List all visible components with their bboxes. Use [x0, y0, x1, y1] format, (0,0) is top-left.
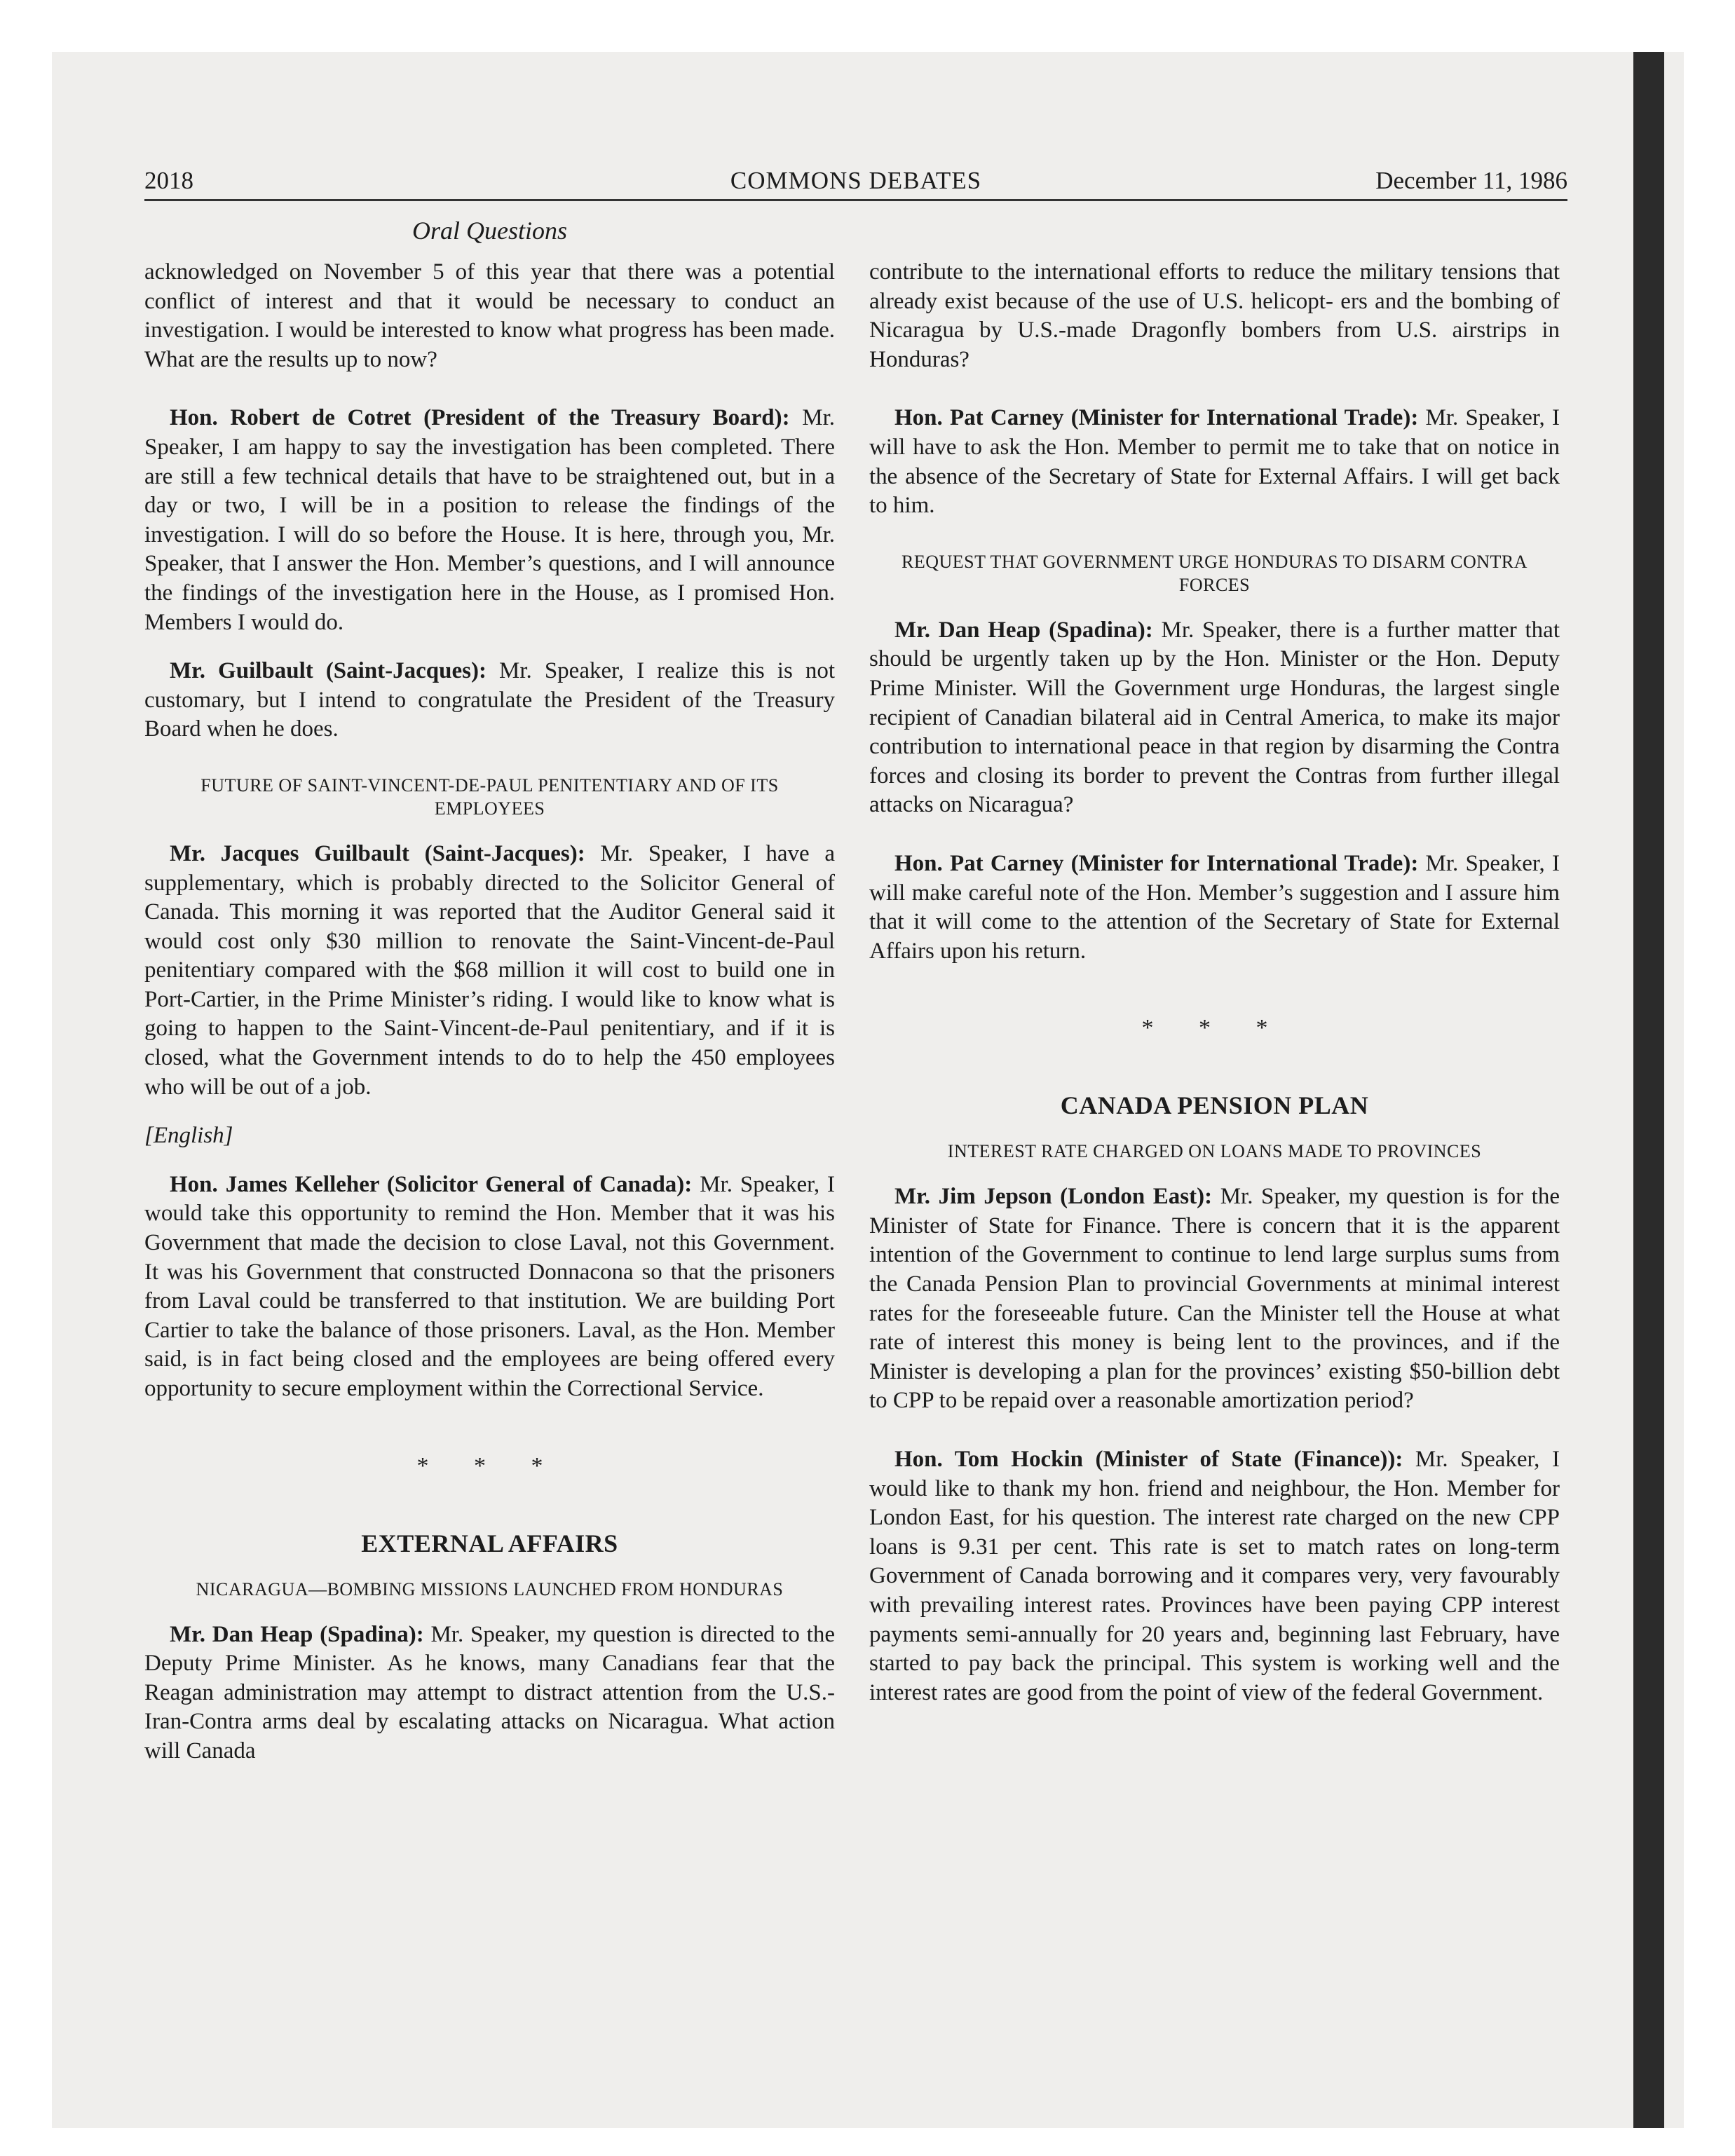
speaker-name: Mr. Guilbault (Saint-Jacques):	[170, 658, 487, 684]
language-marker: [English]	[144, 1123, 233, 1149]
page-header	[144, 167, 1567, 203]
speaker-name: Mr. Dan Heap (Spadina):	[170, 1621, 424, 1647]
paragraph: Mr. Guilbault (Saint-Jacques): Mr. Speaker, I realize this is not customary, but I intend to congratulate the President of the Treasury Board when he does.	[144, 658, 835, 742]
paragraph: Hon. James Kelleher (Solicitor General of Canada): Mr. Speaker, I would take this opportunity to remind the Hon. Member that it was his Government that made the decision to close Laval, not this Government. It was his Government that constructed Donnacona so that the prisoners from Laval could be transferred to that institution. We are building Port Cartier to take the balance of those prisoners. Laval, as the Hon. Member said, is in fact being closed and the employees are being offered every opportunity to secure employment within the Correctional Service.	[144, 1171, 835, 1401]
publication-date: December 11, 1986	[1375, 167, 1567, 194]
paragraph: acknowledged on November 5 of this year that there was a potential conflict of interest and that it would be necessary to conduct an investigation. I would be interested to know what progress has been made. What are the results up to now?	[144, 259, 835, 372]
speaker-name: Hon. Robert de Cotret (President of the Treasury Board):	[170, 405, 790, 431]
paragraph: Mr. Jacques Guilbault (Saint-Jacques): Mr. Speaker, I have a supplementary, which is probably directed to the Solicitor General of Canada. This morning it was reported that the Auditor General said it would cost only $30 million to renovate the Saint-Vincent-de-Paul penitentiary compared with the $68 million it will cost to build one in Port-Cartier, in the Prime Minister’s riding. I would like to know what is going to happen to the Saint-Vincent-de-Paul penitentiary, and if it is closed, what the Government intends to do to help the 450 employees who will be out of a job.	[144, 840, 835, 1100]
right-column	[869, 258, 1560, 1707]
subheading: REQUEST THAT GOVERNMENT URGE HONDURAS TO DISARM CONTRA FORCES	[901, 551, 1528, 595]
binding-edge	[1633, 52, 1664, 2128]
speaker-name: Hon. James Kelleher (Solicitor General of Canada):	[170, 1171, 693, 1197]
section-separator: * * *	[1141, 1015, 1288, 1042]
speaker-name: Hon. Pat Carney (Minister for International Trade):	[894, 405, 1419, 431]
paragraph: Mr. Dan Heap (Spadina): Mr. Speaker, my question is directed to the Deputy Prime Minister. As he knows, many Canadians fear that the Reagan administration may attempt to distract attention from the U.S.-Iran-Contra arms deal by escalating attacks on Nicaragua. What action will Canada	[144, 1621, 836, 1763]
speaker-name: Mr. Jim Jepson (London East):	[894, 1184, 1213, 1210]
paragraph: Hon. Pat Carney (Minister for International Trade): Mr. Speaker, I will have to ask the Hon. Member to permit me to take that on notice in the absence of the Secretary of State for External Affairs. I will get back to him.	[869, 405, 1560, 519]
publication-title: COMMONS DEBATES	[730, 167, 982, 194]
header-rule	[144, 199, 1567, 201]
section-heading: CANADA PENSION PLAN	[1060, 1091, 1369, 1120]
section-tag: Oral Questions	[411, 217, 567, 245]
section-heading: EXTERNAL AFFAIRS	[361, 1529, 618, 1557]
page-number: 2018	[144, 167, 193, 194]
speaker-name: Hon. Tom Hockin (Minister of State (Finance)):	[894, 1447, 1403, 1473]
speaker-name: Hon. Pat Carney (Minister for International Trade):	[894, 850, 1419, 876]
subheading: NICARAGUA—BOMBING MISSIONS LAUNCHED FROM HONDURAS	[196, 1578, 784, 1599]
section-separator: * * *	[416, 1452, 563, 1479]
paragraph: contribute to the international efforts to reduce the military tensions that already exist because of the use of U.S. helicopt- ers and the bombing of Nicaragua by U.S.-made Dragonfly bombers from U.S. airstrips in Honduras?	[869, 259, 1560, 372]
paragraph: Hon. Robert de Cotret (President of the Treasury Board): Mr. Speaker, I am happy to say the investigation has been completed. There are still a few technical details that have to be straightened out, but in a day or two, I will be in a position to release the findings of the investigation. I will do so before the House. It is here, through you, Mr. Speaker, that I answer the Hon. Member’s questions, and I will announce the findings of the investigation here in the House, as I promised Hon. Members I would do.	[144, 405, 835, 635]
paragraph: Mr. Dan Heap (Spadina): Mr. Speaker, there is a further matter that should be urgently taken up by the Hon. Minister or the Hon. Deputy Prime Minister. Will the Government urge Honduras, the largest single recipient of Canadian bilateral aid in Central America, to make its major contribution to international peace in that region by disarming the Contra forces and closing its border to prevent the Contras from further illegal attacks on Nicaragua?	[869, 617, 1560, 818]
subheading: INTEREST RATE CHARGED ON LOANS MADE TO PROVINCES	[947, 1141, 1482, 1162]
speaker-name: Mr. Jacques Guilbault (Saint-Jacques):	[170, 840, 585, 866]
paragraph: Hon. Tom Hockin (Minister of State (Finance)): Mr. Speaker, I would like to thank my hon. friend and neighbour, the Hon. Member for London East, for his question. The interest rate charged on the new CPP loans is 9.31 per cent. This rate is set to match rates on long-term Government of Canada borrowing and it compares very, very favourably with prevailing interest rates. Provinces have been paying CPP interest payments semi-annually for 20 years and, beginning last February, have started to pay back the principal. This system is working well and the interest rates are good from the point of view of the federal Government.	[869, 1447, 1560, 1705]
paragraph: Hon. Pat Carney (Minister for International Trade): Mr. Speaker, I will make careful note of the Hon. Member’s suggestion and I assure him that it will come to the attention of the Secretary of State for External Affairs upon his return.	[869, 850, 1560, 964]
subheading: FUTURE OF SAINT-VINCENT-DE-PAUL PENITENTIARY AND OF ITS EMPLOYEES	[200, 775, 779, 819]
left-column	[144, 258, 835, 1766]
speaker-name: Mr. Dan Heap (Spadina):	[894, 617, 1153, 643]
paragraph: Mr. Jim Jepson (London East): Mr. Speaker, my question is for the Minister of State for Finance. There is concern that it is the apparent intention of the Government to continue to lend large surplus sums from the Canada Pension Plan to provincial Governments at minimal interest rates for the foreseeable future. Can the Minister tell the House at what rate of interest this money is being lent to the provinces, and if the Minister is developing a plan for the provinces’ existing $50-billion debt to CPP to be repaid over a reasonable amortization period?	[869, 1184, 1560, 1414]
